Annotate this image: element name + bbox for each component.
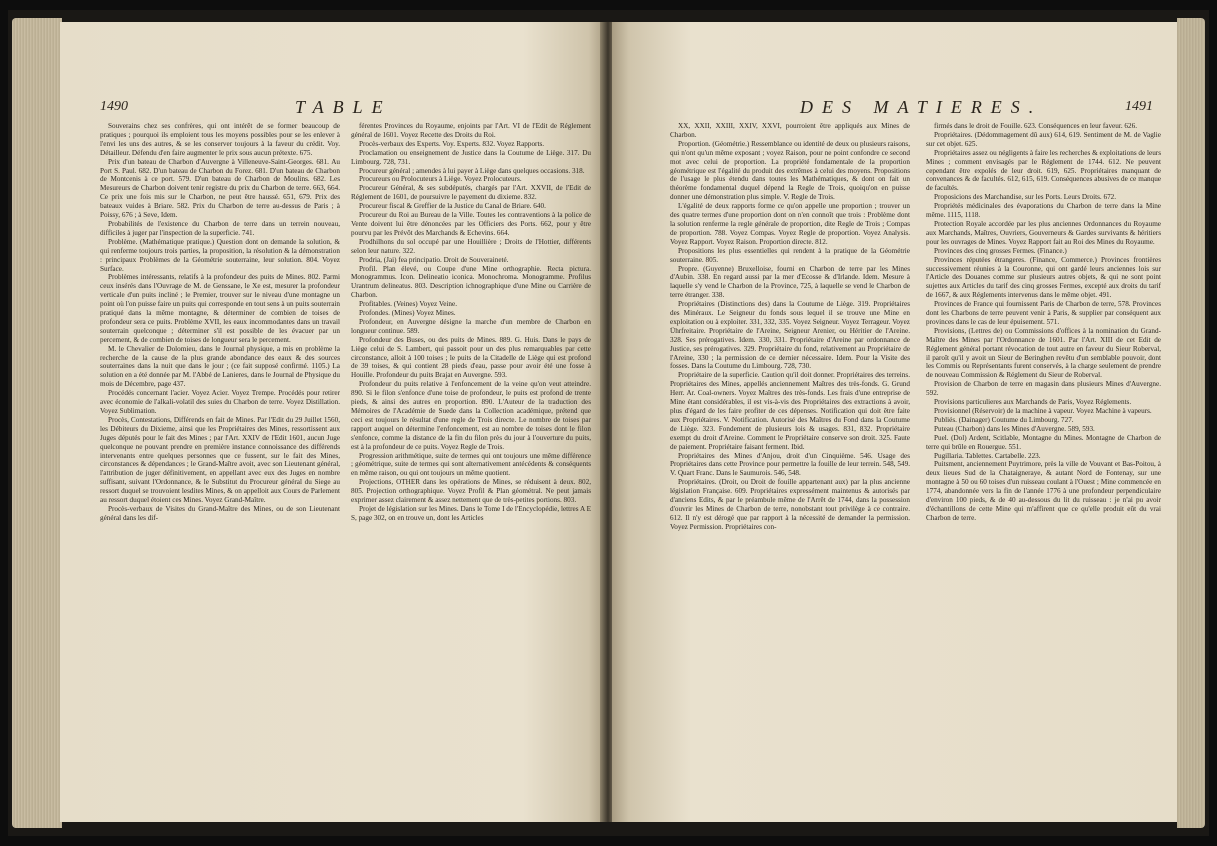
index-entry: firmés dans le droit de Fouille. 623. Conséquences en leur faveur. 626. <box>934 122 1137 130</box>
index-entry: Profondeur, en Auvergne désigne la marche d'un membre de Charbon en longueur continue. 589. <box>351 317 591 335</box>
index-entry: férentes Provinces du Royaume, enjoints par l'Art. VI de l'Edit de Réglement général de 1601. Voyez Recette des Droits du Roi. <box>351 122 591 139</box>
index-entry: Progression arithmétique, suite de termes qui ont toujours une même différence ; géométrique, suite de termes qui sont alternativement antécédents & conséquents en même raison, ou qui ont toujours un même quotient. <box>351 451 591 478</box>
index-entry: Pugillaria. Tablettes. Cartabelle. 223. <box>934 451 1041 460</box>
index-entry: Puteau (Charbon) dans les Mines d'Auvergne. 589, 593. <box>934 424 1095 433</box>
index-entry: Propriétaire de la superficie. Caution qu'il doit donner. Propriétaires des terreins. Propriétaires des Mines, appellés anciennement Maîtres des très-fonds. G. Grund Herr. Ar. Coal-owners. Voyez Maîtres des très-fonds. Les frais d'une entreprise de Mine étant considérables, il est vis-à-vis des Propriétaires des extractions à avoir, plus d'égard de les faire profiter de ces dépenses. Notification qui doit être faite aux Propriétaires. V. Notification. Autorisé des Maîtres du Fond dans la Coutume de Liège. 323. Fondement de plusieurs lois & usages. 831, 832. Propriétaire exempt du droit d'Areine. Comment le Propriétaire conserve son droit. 325. Faute de paiement. Propriétaire faisant ferment. Ibid. <box>670 371 910 451</box>
index-entry: Provision de Charbon de terre en magasin dans plusieurs Mines d'Auvergne. 592. <box>926 380 1161 398</box>
index-entry: Provinces de France qui fournissent Paris de Charbon de terre, 578. Provinces dont les Charbons de terre peuvent venir à Paris, & supplier par conséquent aux provinces dans le cas de leur épuisement. 571. <box>926 300 1161 326</box>
index-entry: Procès-verbaux des Experts. Voy. Experts. 832. Voyez Rapports. <box>359 139 545 148</box>
index-entry: Propriétaires (Distinctions des) dans la Coutume de Liège. 319. Propriétaires des Minéraux. Le Seigneur du fonds sous lequel il se trouve une Mine en exploitation ou à exploiter. 331, 332, 335. Voyez Seigneur. Voyez Terrageur. Voyez Ührfreitaire. Propriétaire de l'Areine, Seigneur Arenier, ou Héritier de l'Areine. 328. Ses prérogatives. Idem. 330, 331. Propriétaire d'Areine par ordonnance de Justice, ses prérogatives. 329. Propriétaire du fond, relativement au Propriétaire de l'Areine, 330 ; la permission de ce dernier nécessaire. Idem. Pour la Visite des fosses. Dans la Coutume du Limbourg. 728, 730. <box>670 300 910 371</box>
index-entry: Procès-verbaux de Visites du Grand-Maître des Mines, ou de son Lieutenant général dans les dif- <box>100 504 340 522</box>
left-page-number: 1490 <box>100 99 128 114</box>
right-column-1 <box>670 122 910 812</box>
right-page-header <box>670 97 1160 117</box>
index-entry: Projet de législation sur les Mines. Dans le Tome I de l'Encyclopédie, lettres A E S, page 302, on en trouve un, dont les Articles <box>351 504 591 522</box>
index-entry: Profondeur des Buses, ou des puits de Mines. 889. G. Huis. Dans le pays de Liège celui de S. Lambert, qui passoit pour un des plus remarquables par cette circonstance, alloit à 100 toises ; le puits de la Citadelle de Liège qui est profond de 39 toises, & qui contient 28 pieds d'eau, passe pour avoir été une fosse à Houille. Profondeur du puits Brajat en Auvergne. 593. <box>351 335 591 380</box>
index-entry: Provisionnel (Réservoir) de la machine à vapeur. Voyez Machine à vapeurs. <box>934 407 1152 415</box>
left-column-1 <box>100 122 340 812</box>
index-entry: Procureur général ; amendes à lui payer à Liège dans quelques occasions. 318. <box>359 166 585 175</box>
index-entry: Procédés concernant l'acier. Voyez Acier. Voyez Trempe. Procédés pour retirer avec économie de l'alkali-volatil des suies du Charbon de terre. Voyez Distillation. Voyez Sublimation. <box>100 389 340 415</box>
index-entry: Propriétaires. (Dédommagement dû aux) 614, 619. Sentiment de M. de Vaglie sur cet objet. 625. <box>926 130 1161 148</box>
right-page <box>612 22 1177 822</box>
left-column-2 <box>351 122 591 812</box>
index-entry: Procureurs ou Prolocuteurs à Liège. Voyez Prolocuteurs. <box>359 175 522 184</box>
index-entry: Publiés. (Dainager) Coutume du Limbourg. 727. <box>934 415 1074 424</box>
index-entry: Probabilités de l'existence du Charbon de terre dans un terrein nouveau, difficiles à juger par l'inspection de la superficie. 741. <box>100 219 340 237</box>
index-entry: Propriétés médicinales des évaporations du Charbon de terre dans la Mine même. 1115, 1118. <box>926 202 1161 220</box>
index-entry: Puitsment, anciennement Puytrimore, près la ville de Vouvant et Bas-Poitou, à deux lieues Sud de la Chataigneraye, & autant Nord de Fontenay, sur une montagne à 50 ou 60 toises d'un ruisseau coulant à l'Ouest ; Mine commencée en 1774, abandonnée vers la fin de l'année 1776 à une profondeur perpendiculaire d'environ 100 pieds, & de 40 au-dessous du lit du ruisseau : je n'ai pu avoir d'échantillons de cette Mine qui m'affirent que ce qu'elle produit eût du vrai Charbon de terre. <box>926 460 1161 522</box>
page-block-right-edge <box>1177 18 1205 828</box>
index-entry: Procureur fiscal & Greffier de la Justice du Canal de Briare. 640. <box>359 202 546 211</box>
index-entry: M. le Chevalier de Dolomieu, dans le Journal physique, a mis en problème la recherche de la cause de la plus grande abondance des eaux & des sources souterraines dans la nuit que dans le jour ; (ce fait supposé confirmé. 1105.) La solution en a été donnée par M. l'Abbé de Lanieres, dans le Journal de Physique du mois de Décembre, page 437. <box>100 344 340 389</box>
index-entry: Problème. (Mathématique pratique.) Question dont on demande la solution, & qui renferme toujours trois parties, la proposition, la résolution & la démonstration : principaux Problèmes de la Géométrie souterraine, leur solution. 804. Voyez Surface. <box>100 237 340 273</box>
index-entry: Projections, OTHER dans les opérations de Mines, se réduisent à deux. 802, 805. Projection orthographique. Voyez Profil & Plan géométral. Ne peut jamais exprimer assez clairement & assez nettement que de très-petites portions. 803. <box>351 478 591 505</box>
index-entry: Provisions, (Lettres de) ou Commissions d'offices à la nomination du Grand-Maître des Mines par l'Ordonnance de 1601. Par l'Art. XIII de cet Edit de Réglement général portant révocation de tout autre en faveur du Sieur Roberval, il paroît qu'il y avoit un Sieur de Beringhen revêtu d'un semblable pouvoir, dont les Commis ou Représentants furent conservés, à la charge seulement de prendre de nouveau Commission & Réglement du Sieur de Roberval. <box>926 326 1161 380</box>
left-page-header <box>100 97 590 117</box>
index-entry: Propriétaires assez ou négligents à faire les recherches & exploitations de leurs Mines ; comment envisagés par le Réglement de 1744. 612. Ne peuvent cependant être expolés de leur droit. 619, 625. Propriétaires manquant de convenances & de facultés. 612, 615, 619. Conséquences abusives de ce manque de facultés. <box>926 148 1161 193</box>
right-page-number: 1491 <box>1125 99 1153 114</box>
index-entry: Souverains chez ses confrères, qui ont intérêt de se former beaucoup de pratiques ; pourquoi ils emploient tous les moyens possibles pour se les enlever à l'envi les uns des autres, & se les conserver toujours à la faveur du crédit. Voy. Détailleur. Défendu d'en faire augmenter le prix sous aucun prétexte. 675. <box>100 122 340 157</box>
index-entry: Provinces des cinq grosses Fermes. (Finance.) <box>934 246 1067 255</box>
index-entry: Protection Royale accordée par les plus anciennes Ordonnances du Royaume aux Marchands, Maîtres, Ouvriers, Gouverneurs & Gardes survivants & héritiers pour les ouvrages de Mines. Voyez Rapport fait au Roi des Mines du Royaume. <box>926 219 1161 246</box>
index-entry: Propriétaires des Mines d'Anjou, droit d'un Cinquième. 546. Usage des Propriétaires dans cette Province pour permettre la fouille de leur terrein. 548, 549. V. Quart Franc. Dans le Saumurois. 546, 548. <box>670 451 910 478</box>
index-entry: Propre. (Guyenne) Bruxelloise, fourni en Charbon de terre par les Mines d'Aubin. 338. En regard aussi par la mer d'Ecosse & d'Irlande. Idem. Mesure à laquelle s'y vend le Charbon de la Province, 725, à laquelle se vend le Charbon de terre étranger. 338. <box>670 264 910 300</box>
index-entry: Profil. Plan élevé, ou Coupe d'une Mine orthographie. Recta pictura. Monogrammus. Icon. Delineatio iconica. Monochroma. Monogramme. Profilus Urantrum delineatus. 803. Description ichnographique d'une Mine ou Carrière de Charbon. <box>351 264 591 300</box>
index-entry: Procureur du Roi au Bureau de la Ville. Toutes les contraventions à la police de Vente doivent lui être dénoncées par les Officiers des Ports. 662, pour y être pourvu par les Prévôt des Marchands & Echevins. 664. <box>351 211 591 237</box>
page-block-left-edge <box>12 18 62 828</box>
index-entry: Propriétaires. (Droit, ou Droit de fouille appartenant aux) par la plus ancienne législation Française. 609. Propriétaires expressément maintenus & autorisés par d'anciens Edits, & par le préambule même de l'Arrêt de 1744, dans la possession d'ouvrir les Mines de Charbon de terre, nonobstant tout privilège à ce contraire. 612. Il n'y est dérogé que par rapport à la nécessité de demander la permission. Voyez Permission. Propriétaires con- <box>670 478 910 531</box>
index-entry: Proportion. (Géométrie.) Ressemblance ou identité de deux ou plusieurs raisons, qui n'ont qu'un même exposant ; voyez Raison, pour ne point confondre ce second mot avec celui de proportion. La propriété fondamentale de la proportion géométrique est l'égalité du produit des extrêmes à celui des moyens. Propositions de l'usage le plus étendu dans toutes les Mathématiques, & dont on fait un théorème fondamental duquel dépend la Regle de Trois, quoiqu'on en puisse donner une démonstration plus simple. V. Regle de Trois. <box>670 139 910 202</box>
index-entry: Prix d'un bateau de Charbon d'Auvergne à Villeneuve-Saint-Georges. 681. Au Port S. Paul. 682. D'un bateau de Charbon du Forez. 681. D'un bateau de Charbon de Montcenis à ce port. 579. D'un bateau de Charbon de Moulins. 682. Les Mesureurs de Charbon doivent tenir registre du prix du Charbon de terre. 663, 664. Ce prix une fois mis sur le Charbon, ne peut être haussé. 651, 679. Prix des bateaux vuides à Briare. 582. Prix du Charbon de terre au-dessus de Paris ; à Poissy, 676 ; à Seve, Idem. <box>100 157 340 220</box>
index-entry: Provisions particulieres aux Marchands de Paris, Voyez Réglements. <box>934 398 1132 407</box>
index-entry: Proposicions des Marchandise, sur les Ports. Leurs Droits. 672. <box>934 193 1117 202</box>
index-entry: Problèmes intéressants, relatifs à la profondeur des puits de Mines. 802. Parmi ceux insérés dans l'Ouvrage de M. de Genssane, le Xe est, mesurer la profondeur verticale d'un puits incliné ; le Premier, trouver sur le niveau d'une montagne un point où l'on puisse faire un puits qui corresponde en tout sens à un puits souterrain pratiqué dans la même montagne, & déterminer de combien de toises de profondeur sera ce puits. Problème XVII, les eaux incommodantes dans un travail souterrain quelconque ; déterminer s'il est possible de les évacuer par un percement, & de combien de toises de longueur sera le percement. <box>100 273 340 344</box>
index-entry: Propositions les plus essentielles qui rendent à la pratique de la Géométrie souterraine. 805. <box>670 246 910 264</box>
index-entry: Prodhilhons du sol occupé par une Houillière ; Droits de l'Hottier, différents selon leur nature. 322. <box>351 237 591 255</box>
index-entry: XX, XXII, XXIII, XXIV, XXVI, pourroient être appliqués aux Mines de Charbon. <box>670 122 910 139</box>
right-running-title: DES MATIERES. <box>800 97 1043 117</box>
left-page <box>60 22 605 822</box>
right-column-2 <box>926 122 1161 812</box>
index-entry: Profitables. (Veines) Voyez Veine. <box>359 300 458 309</box>
index-entry: Profondes. (Mines) Voyez Mines. <box>359 309 456 318</box>
index-entry: Prodria, (Jai) fea principatio. Droit de Souveraineté. <box>359 255 509 264</box>
index-entry: L'égalité de deux rapports forme ce qu'on appelle une proportion ; trouver un des quatre termes d'une proportion dont on n'en connoît que trois : Problème dont la solution renferme la regle générale de proportion, dite Regle de Trois ; Compas de proportion. 788. Voyez Compas. Voyez Regle de proportion. Voyez Analysis. Voyez Rapport. Voyez Raison. Proportion directe. 812. <box>670 202 910 246</box>
index-entry: Puel. (Dol) Ardent, Scitlable, Montagne du Mines. Montagne de Charbon de terre qui brûle en Rouergue. 551. <box>926 433 1161 451</box>
index-entry: Provinces réputées étrangeres. (Finance, Commerce.) Provinces frontières successivement réunies à la Couronne, qui ont gardé leurs anciennes lois sur l'Article des Douanes comme sur plusieurs autres objets, & qui ne sont point sujettes aux Articles du tarif des cinq grosses Fermes, excepté aux droits du tarif de 1667, & aux Réglements intervenus dans le même objet. 491. <box>926 255 1161 300</box>
left-running-title: TABLE <box>295 97 392 117</box>
index-entry: Procureur Général, & ses subdéputés, chargés par l'Art. XXVII, de l'Edit de Réglement de 1601, de poursuivre le payement du dixieme. 832. <box>351 184 591 202</box>
index-entry: Proclamation ou enseignement de Justice dans la Coutume de Liège. 317. Du Limbourg. 728, 731. <box>351 148 591 166</box>
index-entry: Profondeur du puits relative à l'enfoncement de la veine qu'on veut atteindre. 890. Si le filon s'enfonce d'une toise de profondeur, le puits est profond de trente pieds, & ainsi des autres en proportion. 890. L'Auteur de la traduction des Mémoires de l'Académie de Suede dans la Collection académique, prétend que ceci est toujours le résultat d'une regle de Trois directe. Le nombre de toises par rapport auquel on détermine l'enfoncement, est au nombre de toises dont le filon s'enfonce, comme la distance de la fin du filon près du jour à l'ouverture du puits, est à la profondeur de ce puits. Voyez Regle de Trois. <box>351 380 591 451</box>
index-entry: Procès, Contestations, Différends en fait de Mines. Par l'Edit du 29 Juillet 1560, les Débiteurs du Dixieme, ainsi que les Propriétaires des Mines, ressortissent aux Juges députés pour le fait des Mines ; par l'Art. XXIV de l'Edit 1601, aucun Juge quelconque ne pouvant prendre en première instance connoissance des différends intervenants entre quelques personnes que ce fussent, sur le fait des Mines, circonstances & dépendances ; le Grand-Maître avoit, avec son Lieutenant général, l'attribution de juger définitivement, en appellant avec eux des Juges en nombre suffisant, suivant l'Ordonnance, & le Substitut du Procureur général du Siege au ressort duquel se trouvoient lesdites Mines, & on appelloit aux Cours de Parlement au ressort duquel étoient ces Mines. Voyez Grand-Maître. <box>100 415 340 505</box>
